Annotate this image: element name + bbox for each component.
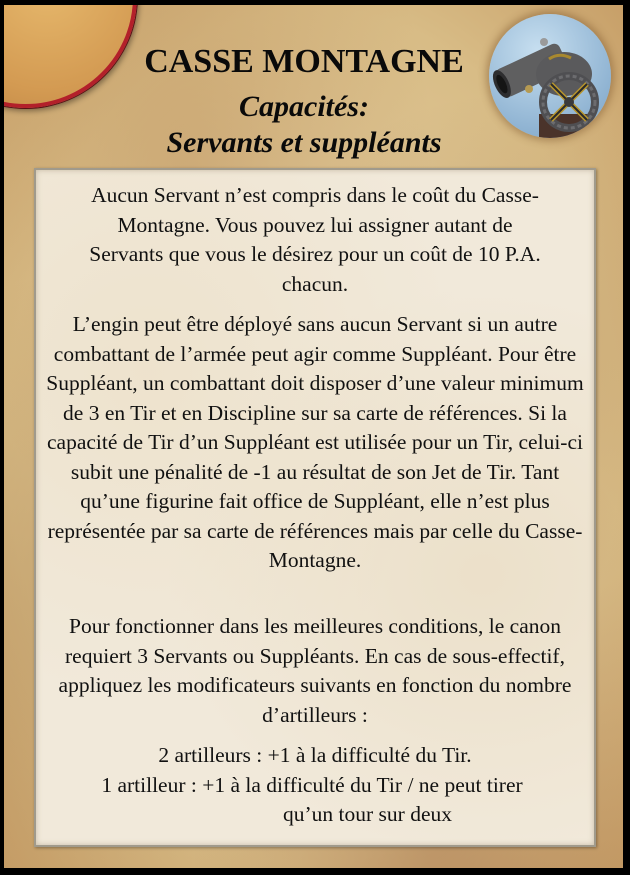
unit-card	[4, 5, 623, 868]
section-heading: Capacités:	[239, 90, 369, 123]
ability-name: Servants et suppléants	[166, 126, 442, 159]
modifier-one-gunner: 1 artilleur : +1 à la difficulté du Tir / ne peut tirer	[101, 772, 523, 797]
modifier-two-gunners: 2 artilleurs : +1 à la difficulté du Tir.	[158, 743, 472, 767]
rules-paragraph-crew: Pour fonctionner dans les meilleures conditions, le canon requiert 3 Servants ou Suppléants. En cas de sous-effectif, appliquez les modificateurs suivants en fonction du nombre d’artilleurs :	[58, 614, 572, 727]
rules-text-panel	[34, 168, 596, 847]
modifier-one-gunner-continuation: qu’un tour sur deux	[283, 802, 452, 826]
modifier-list	[36, 741, 594, 830]
card-title: CASSE MONTAGNE	[144, 43, 464, 80]
rules-paragraph-cost: Aucun Servant n’est compris dans le coût du Casse-Montagne. Vous pouvez lui assigner autant de Servants que vous le désirez pour un coût de 10 P.A. chacun.	[89, 183, 541, 296]
rules-paragraph-substitute: L’engin peut être déployé sans aucun Servant si un autre combattant de l’armée peut agir comme Suppléant. Pour être Suppléant, un combattant doit disposer d’une valeur minimum de 3 en Tir et en Discipline sur sa carte de références. Si la capacité de Tir d’un Suppléant est utilisée pour un Tir, celui-ci subit une pénalité de -1 au résultat de son Jet de Tir. Tant qu’une figurine fait office de Suppléant, elle n’est plus représentée par sa carte de références mais par celle du Casse-Montagne.	[46, 312, 584, 572]
